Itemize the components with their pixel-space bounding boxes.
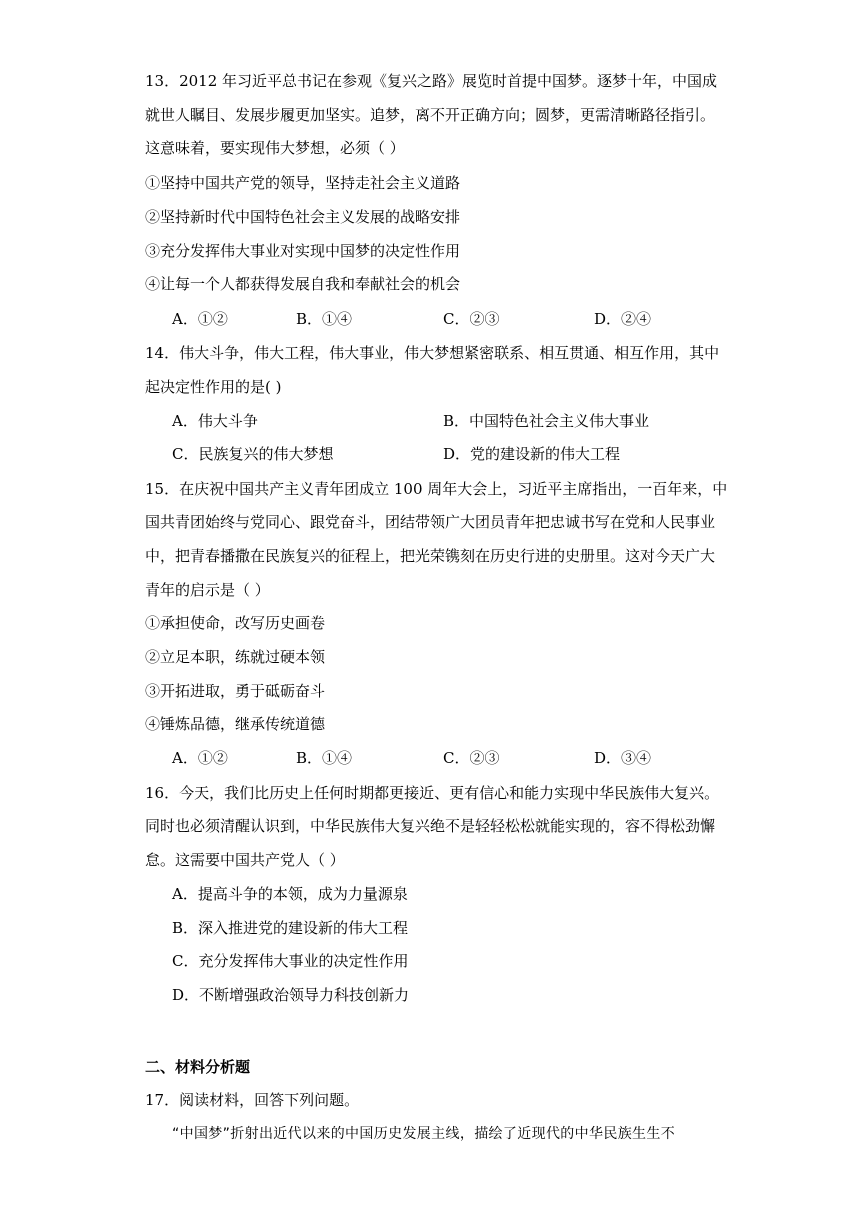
question-15-option-a: A．①② bbox=[172, 749, 228, 767]
question-14-stem-line-1: 14．伟大斗争，伟大工程，伟大事业，伟大梦想紧密联系、相互贯通、相互作用，其中 bbox=[145, 344, 720, 362]
question-13-stem-line-1: 13．2012 年习近平总书记在参观《复兴之路》展览时首提中国梦。逐梦十年，中国成 bbox=[145, 72, 718, 90]
question-17-stem: 17．阅读材料，回答下列问题。 bbox=[145, 1091, 360, 1109]
question-13-option-b: B．①④ bbox=[296, 310, 353, 328]
question-14-option-d: D．党的建设新的伟大工程 bbox=[443, 445, 621, 463]
question-14-option-c: C．民族复兴的伟大梦想 bbox=[172, 445, 334, 463]
question-15-stem-line-3: 中，把青春播撒在民族复兴的征程上，把光荣镌刻在历史行进的史册里。这对今天广大 bbox=[145, 547, 716, 565]
question-17-material-quote: “中国梦”折射出近代以来的中国历史发展主线，描绘了近现代的中华民族生生不 bbox=[172, 1126, 676, 1142]
question-13-stem-line-3: 这意味着，要实现伟大梦想，必须（ ） bbox=[145, 139, 405, 157]
question-13-option-d: D．②④ bbox=[594, 310, 652, 328]
question-14-option-b: B．中国特色社会主义伟大事业 bbox=[443, 412, 650, 430]
question-13-item-4: ④让每一个人都获得发展自我和奉献社会的机会 bbox=[145, 275, 461, 293]
question-16-option-c: C．充分发挥伟大事业的决定性作用 bbox=[172, 952, 409, 970]
question-16-stem-line-3: 怠。这需要中国共产党人（ ） bbox=[145, 851, 345, 869]
question-13-item-2: ②坚持新时代中国特色社会主义发展的战略安排 bbox=[145, 208, 461, 226]
question-13-item-1: ①坚持中国共产党的领导，坚持走社会主义道路 bbox=[145, 174, 461, 192]
question-16-option-b: B．深入推进党的建设新的伟大工程 bbox=[172, 919, 409, 937]
question-15-stem-line-4: 青年的启示是（ ） bbox=[145, 581, 270, 599]
question-15-stem-line-1: 15．在庆祝中国共产主义青年团成立 100 周年大会上，习近平主席指出，一百年来，中 bbox=[145, 480, 728, 498]
question-15-option-b: B．①④ bbox=[296, 749, 353, 767]
question-15-item-1: ①承担使命，改写历史画卷 bbox=[145, 614, 326, 632]
question-13-item-3: ③充分发挥伟大事业对实现中国梦的决定性作用 bbox=[145, 242, 461, 260]
question-15-item-3: ③开拓进取，勇于砥砺奋斗 bbox=[145, 682, 326, 700]
question-13-option-c: C．②③ bbox=[443, 310, 500, 328]
question-16-option-d: D．不断增强政治领导力科技创新力 bbox=[172, 986, 410, 1004]
question-15-option-c: C．②③ bbox=[443, 749, 500, 767]
question-15-item-4: ④锤炼品德，继承传统道德 bbox=[145, 715, 326, 733]
question-14-stem-line-2: 起决定性作用的是( ) bbox=[145, 378, 282, 396]
question-13-option-a: A．①② bbox=[172, 310, 228, 328]
question-13-stem-line-2: 就世人瞩目、发展步履更加坚实。追梦，离不开正确方向；圆梦，更需清晰路径指引。 bbox=[145, 106, 716, 124]
question-14-option-a: A．伟大斗争 bbox=[172, 412, 258, 430]
question-15-stem-line-2: 国共青团始终与党同心、跟党奋斗，团结带领广大团员青年把忠诚书写在党和人民事业 bbox=[145, 513, 716, 531]
section-heading: 二、材料分析题 bbox=[145, 1058, 251, 1076]
question-16-option-a: A．提高斗争的本领，成为力量源泉 bbox=[172, 885, 408, 903]
question-15-option-d: D．③④ bbox=[594, 749, 652, 767]
question-15-item-2: ②立足本职，练就过硬本领 bbox=[145, 648, 326, 666]
question-16-stem-line-1: 16．今天，我们比历史上任何时期都更接近、更有信心和能力实现中华民族伟大复兴。 bbox=[145, 784, 720, 802]
question-16-stem-line-2: 同时也必须清醒认识到，中华民族伟大复兴绝不是轻轻松松就能实现的，容不得松劲懈 bbox=[145, 817, 716, 835]
